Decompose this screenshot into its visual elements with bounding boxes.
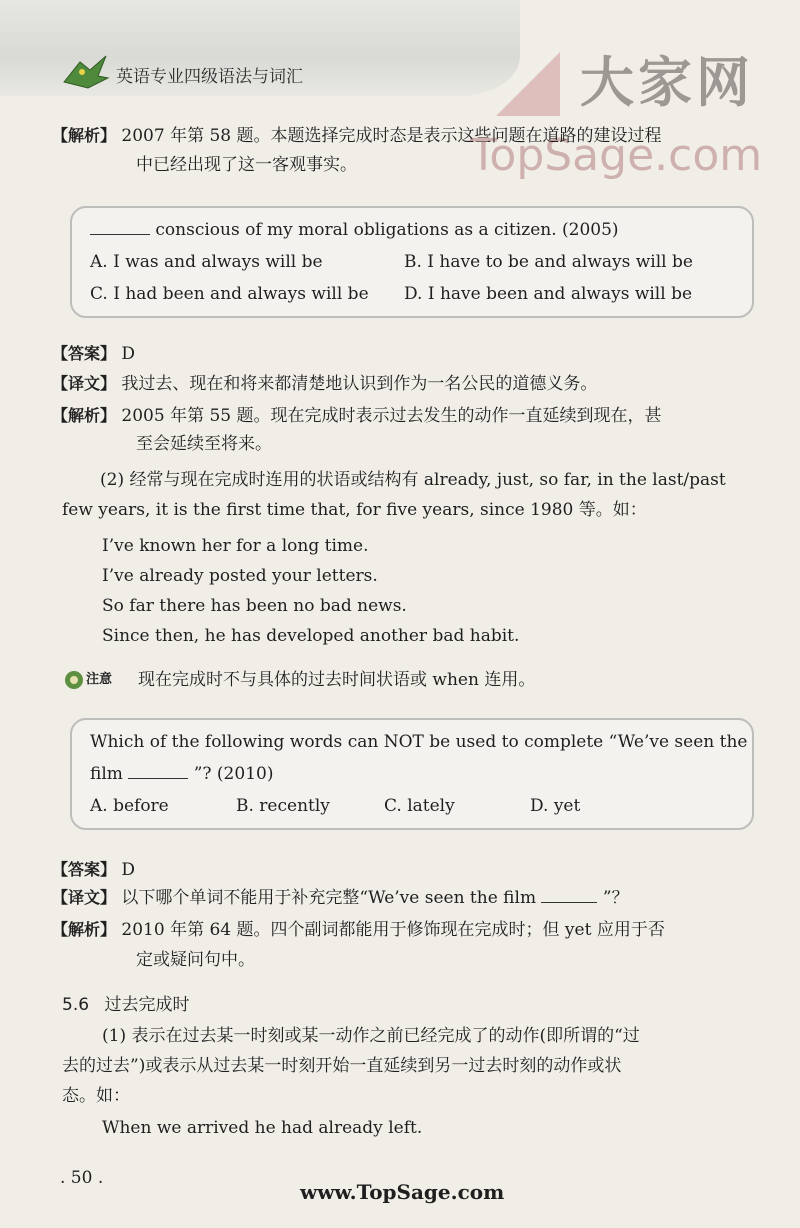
section-heading: 5.6 过去完成时 (62, 995, 190, 1015)
analysis-tag: 【解析】 (52, 126, 117, 145)
analysis-3-cont: 定或疑问句中。 (136, 950, 255, 970)
analysis-2: 【解析】 2005 年第 55 题。现在完成时表示过去发生的动作一直延续到现在，甚 (52, 406, 662, 426)
watermark-logo-en: TopSage.com (470, 130, 763, 181)
para2-line2: few years, it is the first time that, for five years, since 1980 等。如： (62, 500, 647, 520)
para3-example-1: When we arrived he had already left. (102, 1118, 423, 1138)
page-number: . 50 . (60, 1168, 104, 1188)
translation-1: 【译文】 我过去、现在和将来都清楚地认识到作为一名公民的道德义务。 (52, 374, 598, 394)
option-b: B. I have to be and always will be (404, 252, 693, 272)
question-box-1 (70, 206, 754, 318)
option-c: C. lately (384, 796, 455, 816)
analysis-text: 2007 年第 58 题。本题选择完成时态是表示这些问题在道路的建设过程 (121, 126, 662, 146)
analysis-2-cont: 至会延续至将来。 (136, 434, 272, 454)
para3-line3: 态。如： (62, 1086, 130, 1106)
option-d: D. yet (530, 796, 581, 816)
question-box-2 (70, 718, 754, 830)
analysis-1-cont: 中已经出现了这一客观事实。 (136, 155, 357, 175)
analysis-3: 【解析】 2010 年第 64 题。四个副词都能用于修饰现在完成时；但 yet 应用于否 (52, 920, 665, 940)
question-stem-2-cont: film ”? (2010) (90, 764, 274, 784)
analysis-1 (52, 124, 662, 148)
option-b: B. recently (236, 796, 330, 816)
answer-blank (90, 234, 150, 235)
book-title: 英语专业四级语法与词汇 (116, 67, 303, 87)
example-3: So far there has been no bad news. (102, 596, 407, 616)
question-stem-2: Which of the following words can NOT be used to complete “We’ve seen the (90, 732, 748, 752)
para2-line1: (2) 经常与现在完成时连用的状语或结构有 already, just, so far, in the last/past (100, 470, 726, 490)
example-1: I’ve known her for a long time. (102, 536, 369, 556)
question-stem: conscious of my moral obligations as a citizen. (2005) (90, 220, 619, 240)
watermark-triangle-icon (492, 48, 564, 120)
option-a: A. before (90, 796, 169, 816)
para3-line2: 去的过去”)或表示从过去某一时刻开始一直延续到另一过去时刻的动作或状 (62, 1056, 622, 1076)
answer-2: 【答案】 D (52, 860, 136, 880)
translation-2: 【译文】 以下哪个单词不能用于补充完整“We’ve seen the film ”？ (52, 888, 629, 908)
option-a: A. I was and always will be (90, 252, 323, 272)
example-4: Since then, he has developed another bad habit. (102, 626, 520, 646)
option-c: C. I had been and always will be (90, 284, 369, 304)
footer-url[interactable]: www.TopSage.com (300, 1180, 505, 1204)
option-d: D. I have been and always will be (404, 284, 693, 304)
example-2: I’ve already posted your letters. (102, 566, 378, 586)
answer-1: 【答案】 D (52, 344, 136, 364)
para3-line1: (1) 表示在过去某一时刻或某一动作之前已经完成了的动作(即所谓的“过 (102, 1026, 640, 1046)
watermark-logo-cn: 大家网 (580, 51, 754, 114)
answer-blank (541, 902, 597, 903)
answer-blank (128, 778, 188, 779)
note-label: 注意 (86, 672, 113, 687)
note-text: 现在完成时不与具体的过去时间状语或 when 连用。 (138, 670, 536, 690)
bird-icon (60, 52, 112, 92)
